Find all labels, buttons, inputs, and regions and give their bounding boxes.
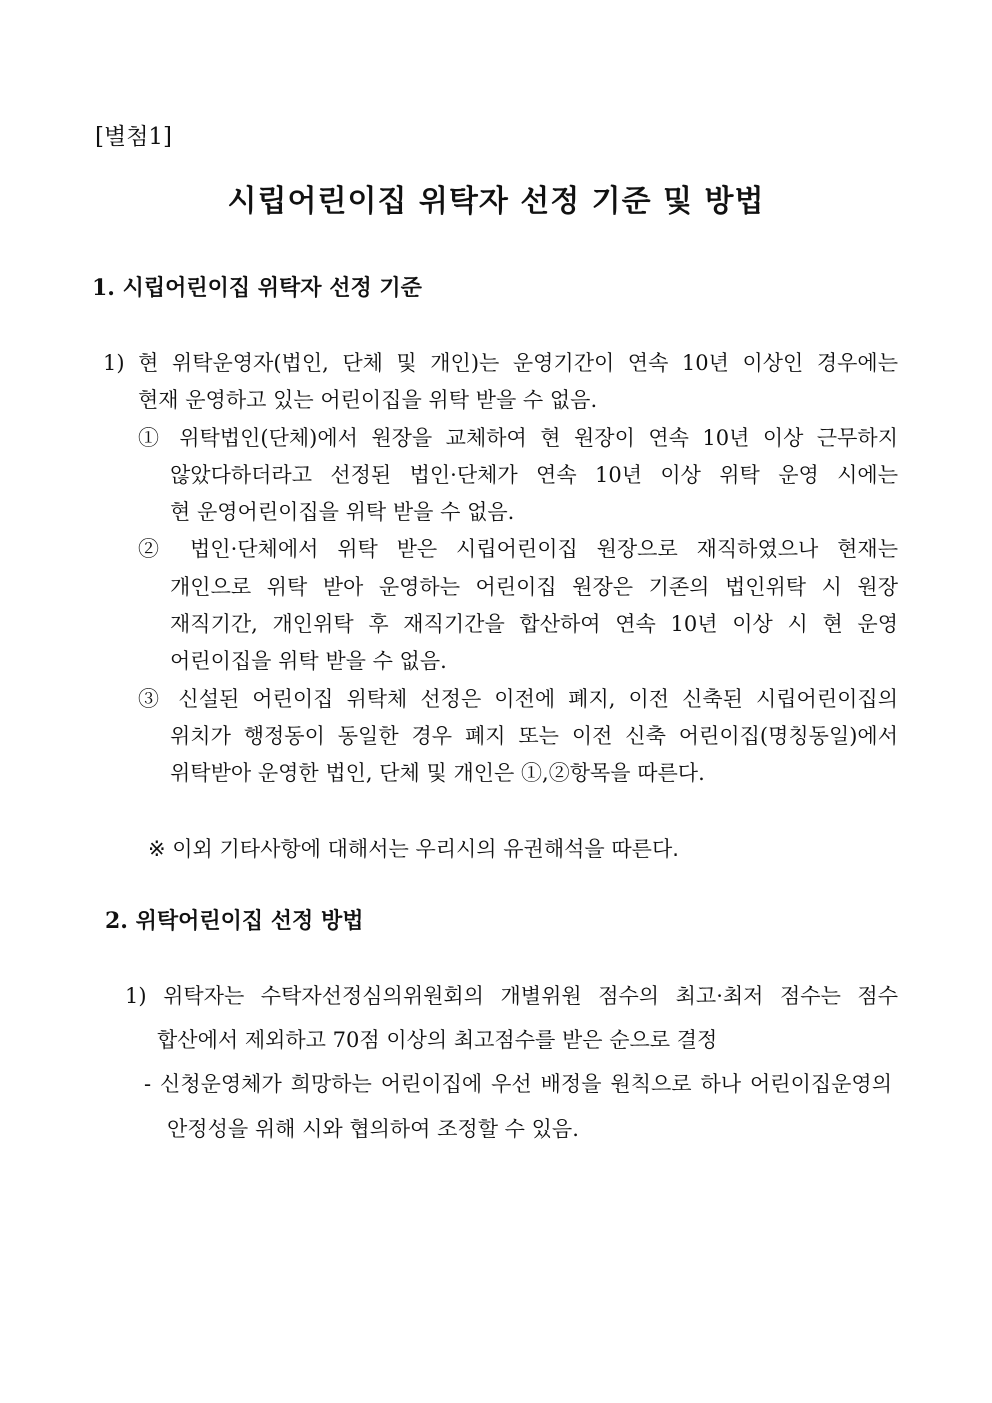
section1-sub3-line: ③ 신설된 어린이집 위탁체 선정은 이전에 폐지, 이전 신축된 시립어린이집의 [138, 687, 898, 711]
section1-sub1-line: ① 위탁법인(단체)에서 원장을 교체하여 현 원장이 연속 10년 이상 근무하지 [138, 426, 898, 450]
section1-heading: 1. 시립어린이집 위탁자 선정 기준 [92, 275, 422, 301]
section1-sub2-line: 재직기간, 개인위탁 후 재직기간을 합산하여 연속 10년 이상 시 현 운영 [170, 612, 898, 636]
section1-item1-line: 현재 운영하고 있는 어린이집을 위탁 받을 수 없음. [138, 388, 598, 412]
section1-sub1-line: 않았다하더라고 선정된 법인·단체가 연속 10년 이상 위탁 운영 시에는 [170, 463, 898, 487]
section2-dash-line: - 신청운영체가 희망하는 어린이집에 우선 배정을 원칙으로 하나 어린이집운영의 [144, 1072, 892, 1096]
attachment-label: [별첨1] [95, 124, 173, 150]
section1-note: ※ 이외 기타사항에 대해서는 우리시의 유권해석을 따른다. [148, 837, 679, 861]
section1-sub2-line: 개인으로 위탁 받아 운영하는 어린이집 원장은 기존의 법인위탁 시 원장 [170, 575, 898, 599]
section2-dash-line: 안정성을 위해 시와 협의하여 조정할 수 있음. [167, 1117, 579, 1141]
section1-sub2-line: ② 법인·단체에서 위탁 받은 시립어린이집 원장으로 재직하였으나 현재는 [138, 537, 898, 561]
section1-sub2-line: 어린이집을 위탁 받을 수 없음. [170, 649, 447, 673]
section2-item1-line: 합산에서 제외하고 70점 이상의 최고점수를 받은 순으로 결정 [157, 1028, 718, 1052]
section1-item1-line: 1) 현 위탁운영자(법인, 단체 및 개인)는 운영기간이 연속 10년 이상인 경우에는 [103, 351, 898, 375]
section2-item1-line: 1) 위탁자는 수탁자선정심의위원회의 개별위원 점수의 최고·최저 점수는 점수 [125, 984, 898, 1008]
section1-sub1-line: 현 운영어린이집을 위탁 받을 수 없음. [170, 500, 515, 524]
section1-sub3-line: 위치가 행정동이 동일한 경우 폐지 또는 이전 신축 어린이집(명칭동일)에서 [170, 724, 898, 748]
document-title: 시립어린이집 위탁자 선정 기준 및 방법 [227, 184, 765, 219]
section1-sub3-line: 위탁받아 운영한 법인, 단체 및 개인은 ①,②항목을 따른다. [170, 761, 705, 785]
section2-heading: 2. 위탁어린이집 선정 방법 [105, 908, 364, 934]
